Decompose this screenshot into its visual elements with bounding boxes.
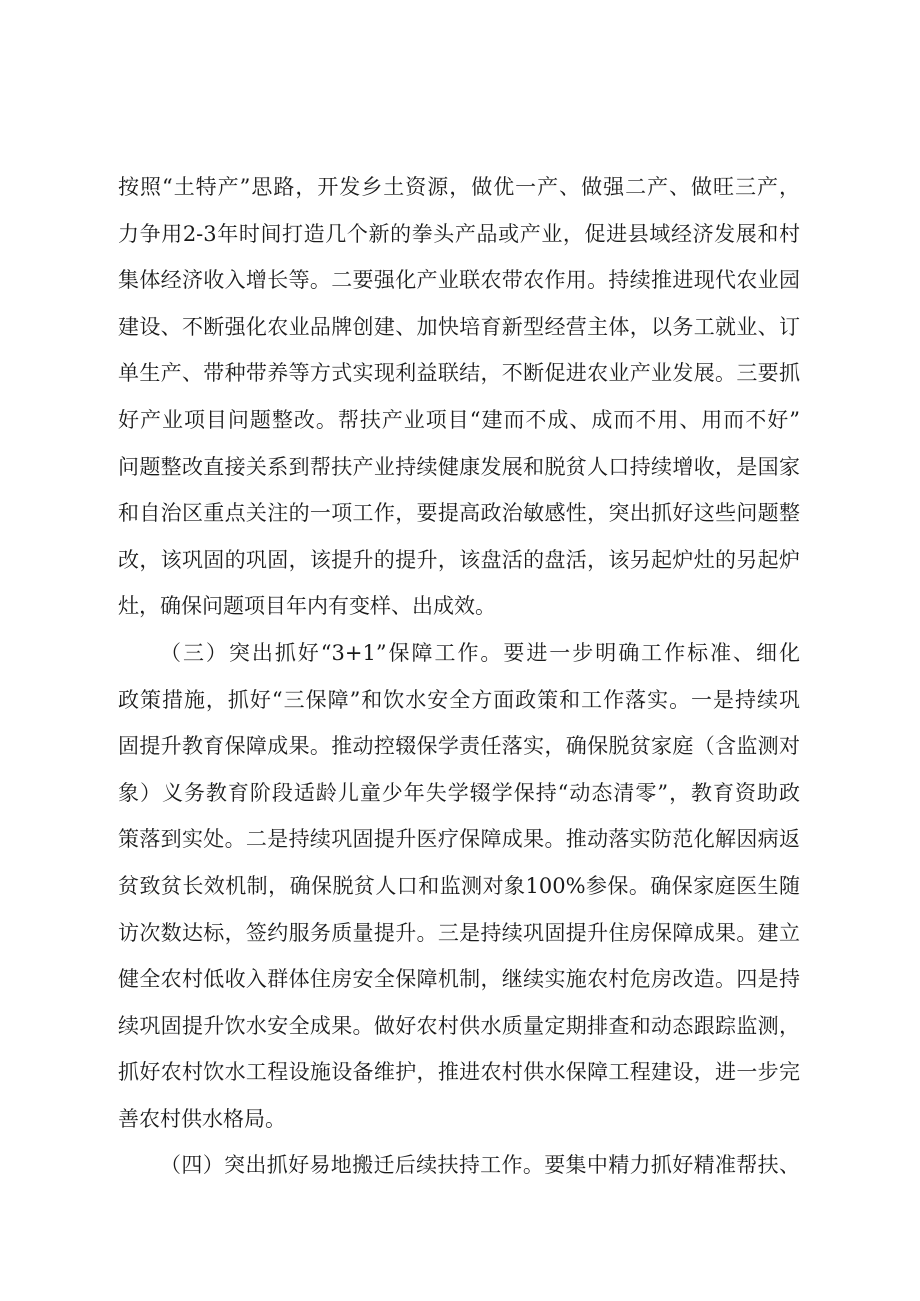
text-line: 续巩固提升饮水安全成果。做好农村供水质量定期排查和动态跟踪监测， bbox=[118, 1013, 800, 1038]
text-line: 按照“土特产”思路，开发乡土资源，做优一产、做强二产、做旺三产， bbox=[118, 175, 800, 199]
text-line: 贫致贫长效机制，确保脱贫人口和监测对象100%参保。确保家庭医生随 bbox=[118, 873, 800, 898]
text-line: 健全农村低收入群体住房安全保障机制，继续实施农村危房改造。四是持 bbox=[118, 967, 800, 992]
text-line: 策落到实处。二是持续巩固提升医疗保障成果。推动落实防范化解因病返 bbox=[118, 827, 800, 852]
section-heading-line: （四）突出抓好易地搬迁后续扶持工作。要集中精力抓好精准帮扶、 bbox=[160, 1153, 800, 1178]
text-line: 象）义务教育阶段适龄儿童少年失学辍学保持“动态清零”，教育资助政 bbox=[118, 780, 800, 805]
text-line: 改，该巩固的巩固，该提升的提升，该盘活的盘活，该另起炉灶的另起炉 bbox=[118, 547, 800, 572]
text-line: 政策措施，抓好“三保障”和饮水安全方面政策和工作落实。一是持续巩 bbox=[118, 687, 800, 712]
text-line: 问题整改直接关系到帮扶产业持续健康发展和脱贫人口持续增收，是国家 bbox=[118, 454, 800, 479]
text-line: 固提升教育保障成果。推动控辍保学责任落实，确保脱贫家庭（含监测对 bbox=[118, 734, 800, 759]
text-line: 灶，确保问题项目年内有变样、出成效。 bbox=[118, 594, 496, 619]
document-body bbox=[118, 164, 800, 1189]
text-line: 善农村供水格局。 bbox=[118, 1106, 286, 1131]
text-line: 访次数达标，签约服务质量提升。三是持续巩固提升住房保障成果。建立 bbox=[118, 920, 800, 945]
text-line: 单生产、带种带养等方式实现利益联结，不断促进农业产业发展。三要抓 bbox=[118, 361, 800, 386]
section-heading-line: （三）突出抓好“3+1”保障工作。要进一步明确工作标准、细化 bbox=[160, 640, 800, 665]
text-line: 建设、不断强化农业品牌创建、加快培育新型经营主体，以务工就业、订 bbox=[118, 314, 800, 339]
text-line: 力争用2-3年时间打造几个新的拳头产品或产业，促进县域经济发展和村 bbox=[118, 221, 800, 246]
text-line: 抓好农村饮水工程设施设备维护，推进农村供水保障工程建设，进一步完 bbox=[118, 1060, 800, 1085]
text-line: 和自治区重点关注的一项工作，要提高政治敏感性，突出抓好这些问题整 bbox=[118, 501, 800, 526]
text-line: 好产业项目问题整改。帮扶产业项目“建而不成、成而不用、用而不好” bbox=[118, 407, 800, 432]
text-line: 集体经济收入增长等。二要强化产业联农带农作用。持续推进现代农业园 bbox=[118, 268, 800, 293]
